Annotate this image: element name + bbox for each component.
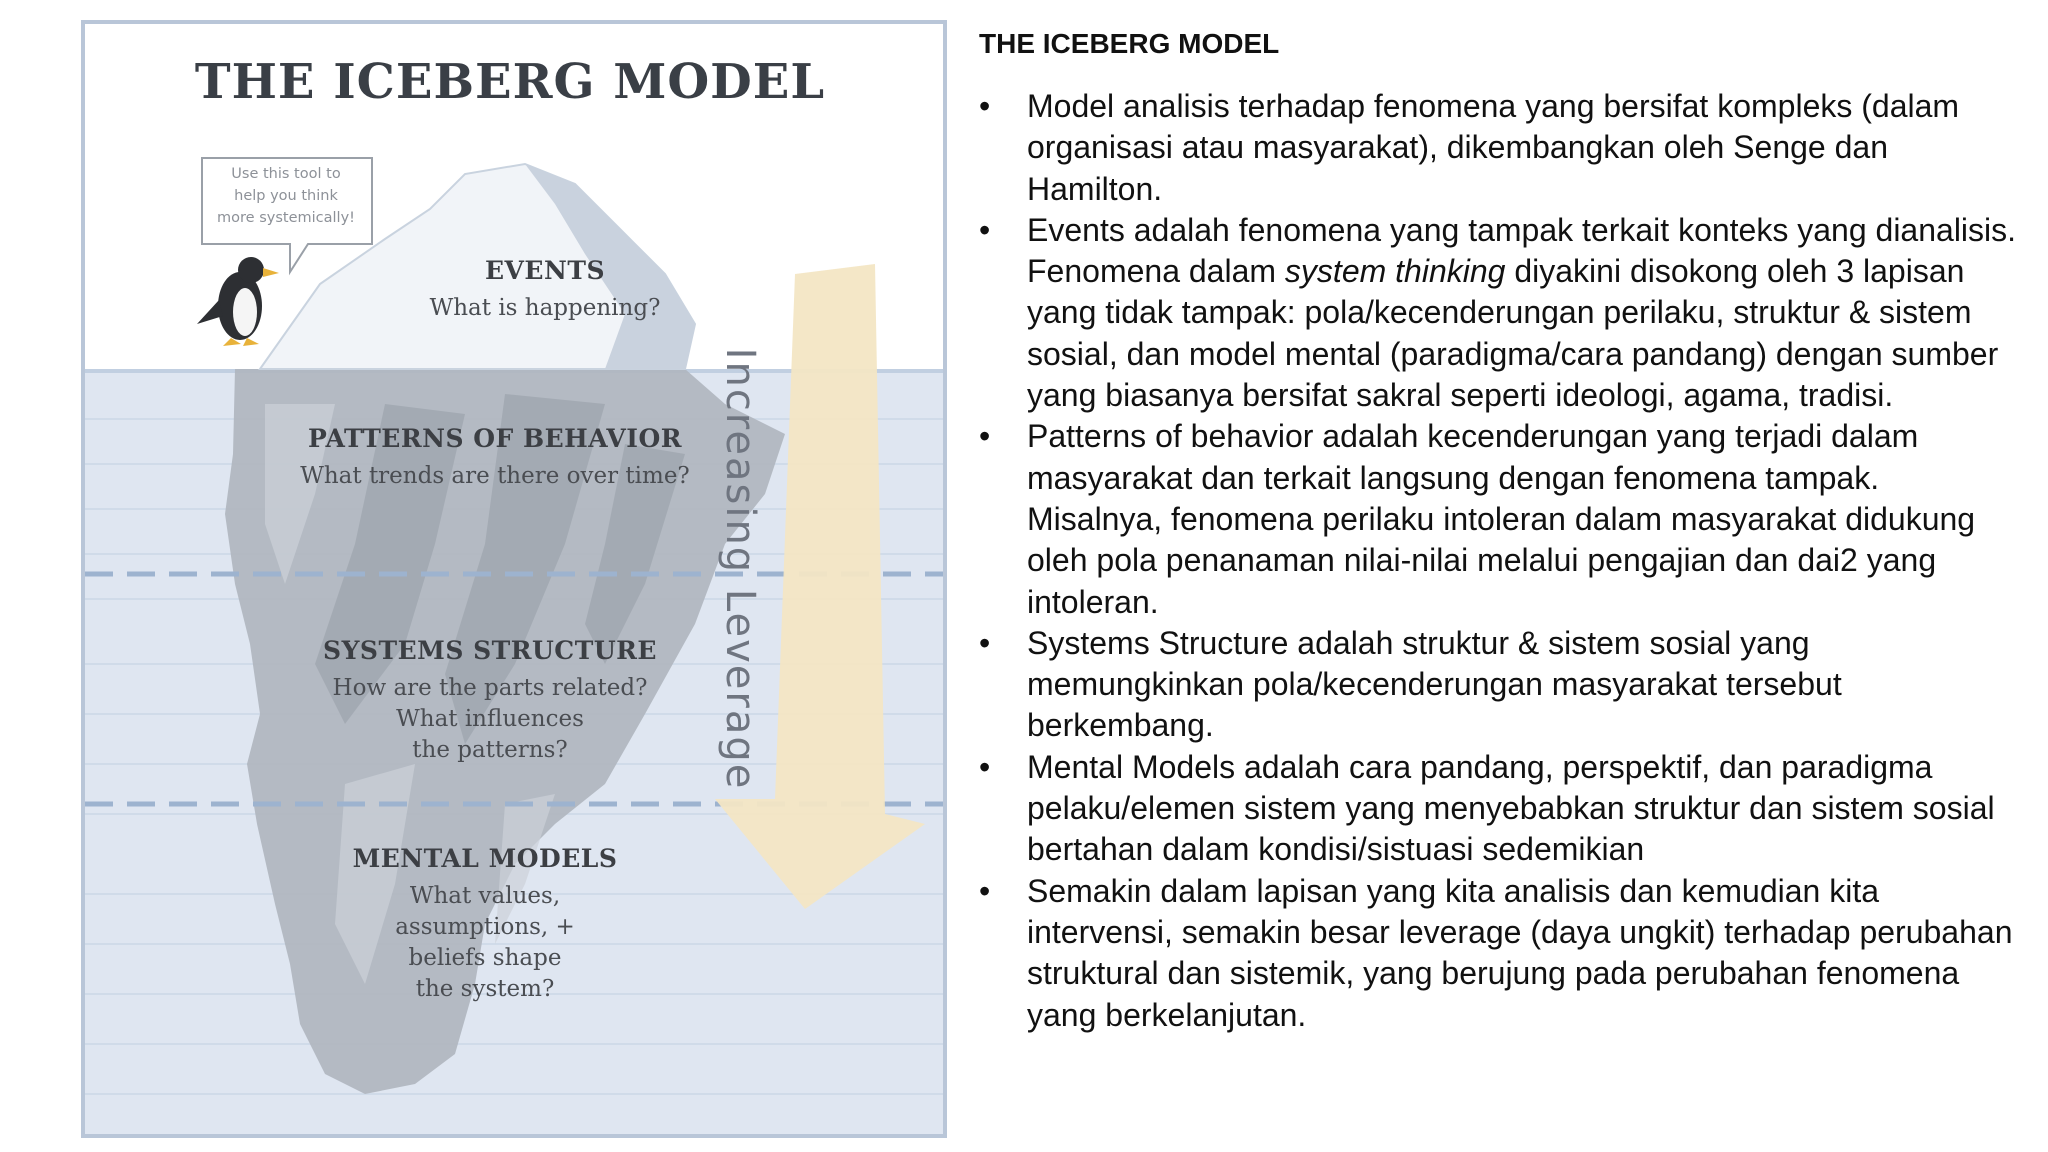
layer-question: How are the parts related? [332,675,648,701]
bullet-text: diyakini disokong oleh 3 lapisan yang tidak tampak: pola/kecenderungan perilaku, struktur & sistem sosial, dan model mental (paradigma/cara pandang) dengan sumber yang biasanya bersifat sakral seperti ideologi, agama, tradisi. [1027,253,1999,414]
speech-bubble-text [200,158,372,244]
bullet-text: Mental Models adalah cara pandang, perspektif, dan paradigma pelaku/elemen sistem yang menyebabkan struktur dan sistem sosial bertahan dalam kondisi/sistuasi sedemikian [1027,748,1995,868]
bullet-item [979,871,2019,1036]
bubble-line: help you think [234,188,338,204]
bullet-item [979,416,2019,622]
layer-title: PATTERNS OF BEHAVIOR [307,424,683,453]
bullet-list [979,86,2019,1036]
layer-question: What values, [409,883,561,909]
layer-question: the patterns? [412,737,568,763]
bullet-text: Semakin dalam lapisan yang kita analisis dan kemudian kita intervensi, semakin besar leverage (daya ungkit) terhadap perubahan struktural dan sistemik, yang berujung pada perubahan fenomena yang berkelanjutan. [1027,872,2013,1033]
layer-patterns [225,424,765,492]
layer-question: the system? [415,976,555,1002]
bullet-text: Systems Structure adalah struktur & sistem sosial yang memungkinkan pola/kecenderungan masyarakat tersebut berkembang. [1027,624,1842,744]
layer-question: What influences [396,706,584,732]
layer-title: MENTAL MODELS [352,844,618,873]
bullet-emphasis: system thinking [1284,253,1506,290]
iceberg-poster [81,20,947,1138]
bubble-line: Use this tool to [231,166,341,182]
layer-systems-structure [265,636,715,766]
poster-title: THE ICEBERG MODEL [194,54,826,110]
layer-question: beliefs shape [408,945,562,971]
panel-heading: THE ICEBERG MODEL [979,28,1280,59]
layer-question: What is happening? [429,295,661,321]
bullet-item [979,86,2019,210]
layer-events [385,256,705,324]
bullet-text: Model analisis terhadap fenomena yang bersifat kompleks (dalam organisasi atau masyarakat), dikembangkan oleh Senge dan Hamilton. [1027,88,1960,207]
bullet-item [979,210,2019,416]
layer-question: assumptions, + [395,914,575,940]
leverage-arrow-label: Increasing Leverage [717,347,763,791]
bullet-item [979,623,2019,747]
layer-mental-models [325,844,645,1005]
bubble-line: more systemically! [217,210,355,226]
layer-title: SYSTEMS STRUCTURE [323,636,657,665]
bullet-text: Patterns of behavior adalah kecenderungan yang terjadi dalam masyarakat dan terkait langsung dengan fenomena tampak. Misalnya, fenomena perilaku intoleran dalam masyarakat didukung oleh pola penanaman nilai-nilai melalui pengajian dan dai2 yang intoleran. [1027,418,1976,620]
bullet-text: Events adalah fenomena yang tampak terkait konteks yang dianalisis. Fenomena dalam [1027,211,2017,290]
bullet-item [979,747,2019,871]
layer-question: What trends are there over time? [300,463,690,489]
explanation-panel [979,28,2019,1036]
layer-title: EVENTS [484,256,606,285]
